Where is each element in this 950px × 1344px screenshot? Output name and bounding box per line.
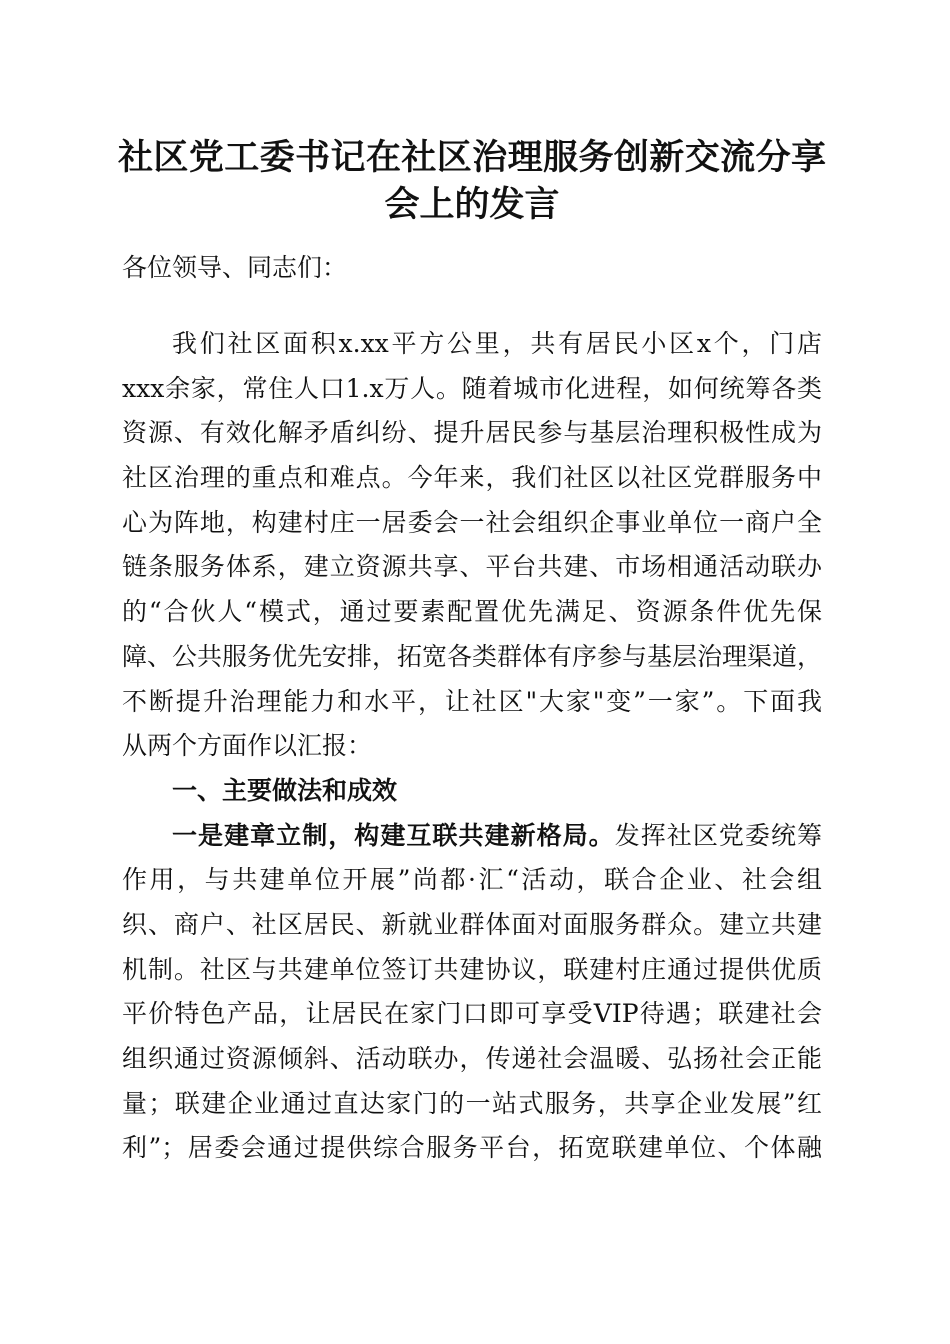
document-title-line-1: 社区党工委书记在社区治理服务创新交流分享 — [118, 137, 826, 178]
document-title-line-2: 会上的发言 — [384, 184, 560, 225]
text-line: 心为阵地，构建村庄一居委会一社会组织企事业单位一商户全 — [122, 507, 822, 537]
text-line: 利”；居委会通过提供综合服务平台，拓宽联建单位、个体融 — [122, 1133, 822, 1163]
text-line: 我们社区面积x.xx平方公里，共有居民小区x个，门店 — [172, 329, 822, 358]
text-line: xxx余家，常住人口1.x万人。随着城市化进程，如何统筹各类 — [122, 373, 822, 403]
text-line: 织、商户、社区居民、新就业群体面对面服务群众。建立共建 — [122, 909, 822, 939]
paragraph-intro — [122, 322, 822, 769]
text-line — [122, 814, 822, 859]
text-line: 从两个方面作以汇报： — [122, 731, 373, 761]
paragraph-first-measure — [122, 814, 822, 1172]
text-line: 平价特色产品，让居民在家门口即可享受VIP待遇；联建社会 — [122, 999, 822, 1029]
text-line: 组织通过资源倾斜、活动联办，传递社会温暖、弘扬社会正能 — [122, 1044, 822, 1073]
text-line: 作用，与共建单位开展”尚都·汇“活动，联合企业、社会组 — [122, 865, 822, 895]
lead-sentence: 一是建章立制，构建互联共建新格局。 — [172, 820, 615, 850]
document-body — [122, 322, 822, 1171]
text-line: 障、公共服务优先安排，拓宽各类群体有序参与基层治理渠道， — [122, 641, 823, 671]
text-line: 机制。社区与共建单位签订共建协议，联建村庄通过提供优质 — [122, 954, 822, 984]
text-line: 社区治理的重点和难点。今年来，我们社区以社区党群服务中 — [122, 463, 822, 493]
section-heading: 一、主要做法和成效 — [172, 775, 398, 805]
text-line: 量；联建企业通过直达家门的一站式服务，共享企业发展”红 — [122, 1088, 822, 1118]
text-span: 发挥社区党委统筹 — [614, 820, 822, 850]
salutation: 各位领导、同志们： — [122, 253, 348, 282]
text-line: 不断提升治理能力和水平，让社区"大家"变”一家”。下面我 — [122, 686, 822, 716]
text-line: 链条服务体系，建立资源共享、平台共建、市场相通活动联办 — [122, 552, 822, 582]
text-line: 的“合伙人“模式，通过要素配置优先满足、资源条件优先保 — [122, 597, 822, 627]
text-line: 资源、有效化解矛盾纠纷、提升居民参与基层治理积极性成为 — [122, 418, 822, 448]
